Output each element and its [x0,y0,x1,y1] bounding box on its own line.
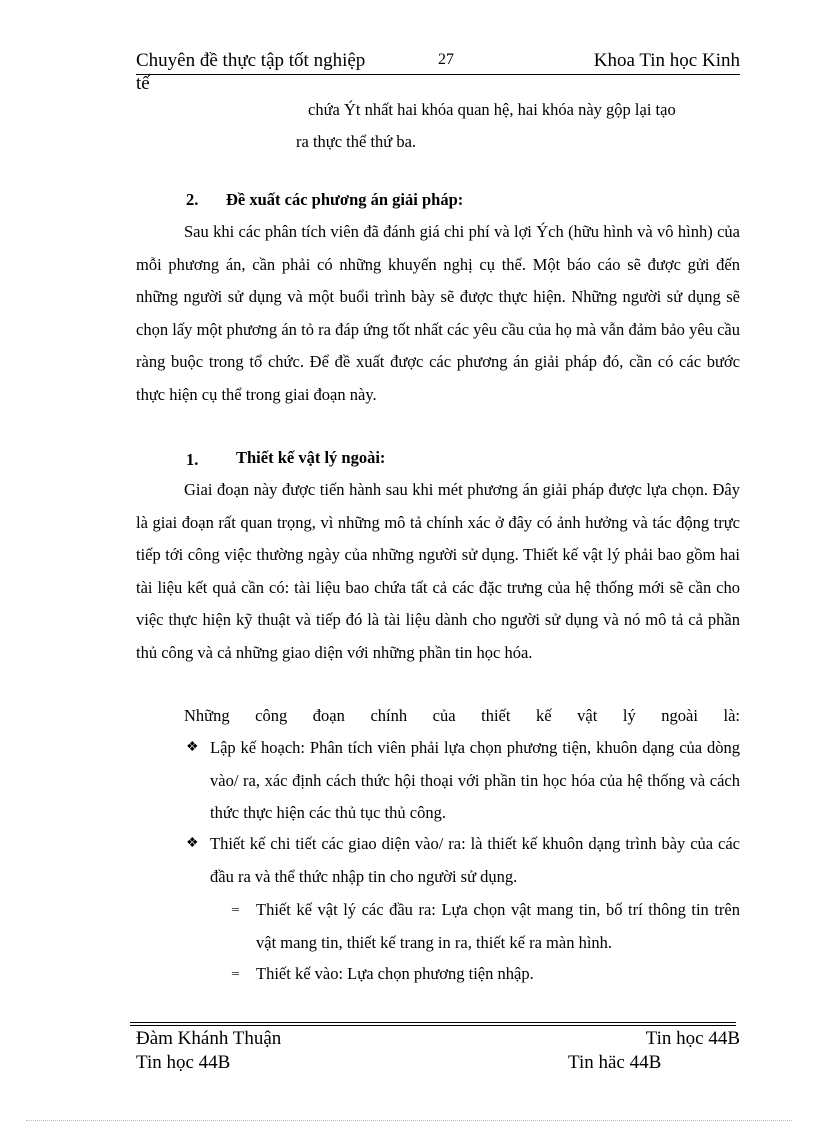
section-1-number: 1. [186,450,199,469]
dash-text: Thiết kế vào: Lựa chọn phương tiện nhập. [256,964,534,983]
diamond-bullet-icon: ❖ [186,740,199,755]
intro-line-2: ra thực thể thứ ba. [296,132,417,151]
page-header [136,50,740,93]
section-2-paragraph: Sau khi các phân tích viên đã đánh giá chi phí và lợi Ých (hữu hình và vô hình) của mỗi phương án, cần phải có những khuyến nghị cụ thể. Một báo cáo sẽ được gửi đến những người sử dụng và một buổi trình bày sẽ được thực hiện. Những người sử dụng sẽ chọn lấy một phương án tỏ ra đáp ứng tốt nhất các yêu cầu của họ mà vẫn đảm bảo yêu cầu ràng buộc trong tổ chức. Để đề xuất được các phương án giải pháp đó, cần có các bước thực hiện cụ thể trong giai đoạn này. [136,222,740,404]
footer-class-right-2: Tin häc 44B [568,1052,662,1073]
footer-rule-bottom [130,1025,736,1026]
diamond-bullet-icon: ❖ [186,836,199,851]
footer-class-right: Tin học 44B [645,1028,740,1049]
dash-bullet-icon: ‗ [232,896,239,911]
stages-intro: Những công đoạn chính của thiết kế vật lý ngoài là: [184,706,740,725]
dash-text: Thiết kế vật lý các đầu ra: Lựa chọn vật mang tin, bố trí thông tin trên vật mang tin, thiết kế trang in ra, thiết kế ra màn hình. [256,900,740,952]
section-1-title: Thiết kế vật lý ngoài: [236,448,386,467]
header-line [136,50,740,75]
section-2-title: Đề xuất các phương án giải pháp: [226,190,464,209]
section-1-paragraph: Giai đoạn này được tiến hành sau khi mét phương án giải pháp được lựa chọn. Đây là giai đoạn rất quan trọng, vì những mô tả chính xác ở đây có ảnh hưởng và tác động trực tiếp tới công việc thường ngày của những người sử dụng. Thiết kế vật lý phải bao gồm hai tài liệu kết quả cần có: tài liệu bao chứa tất cả các đặc trưng của hệ thống mới sẽ cần cho việc thực hiện kỹ thuật và tiếp đó là tài liệu dành cho người sử dụng và nó mô tả cả phần thủ công và cả những giao diện với những phần tin học hóa. [136,480,740,662]
header-title: Chuyên đề thực tập tốt nghiệp [136,50,366,71]
footer-author: Đàm Khánh Thuận [136,1028,282,1049]
header-faculty: Khoa Tin học Kinh [593,50,740,71]
footer-rule-top [130,1022,736,1023]
section-2-number: 2. [186,190,199,209]
footer-class-left: Tin học 44B [136,1052,231,1073]
bullet-text: Lập kế hoạch: Phân tích viên phải lựa chọn phương tiện, khuôn dạng của dòng vào/ ra, xác định cách thức hội thoại với phần tin học hóa của hệ thống và cách thức thực hiện các thủ tục thủ công. [210,738,740,823]
bullet-text: Thiết kế chi tiết các giao diện vào/ ra: là thiết kế khuôn dạng trình bày của các đầu ra và thể thức nhập tin cho người sử dụng. [210,834,740,886]
intro-line-1: chứa Ýt nhất hai khóa quan hệ, hai khóa này gộp lại tạo [308,100,676,119]
header-wrap-text: tế [136,73,150,94]
page-number: 27 [438,51,454,68]
bottom-dotted-border [26,1120,792,1121]
dash-bullet-icon: ‗ [232,960,239,975]
